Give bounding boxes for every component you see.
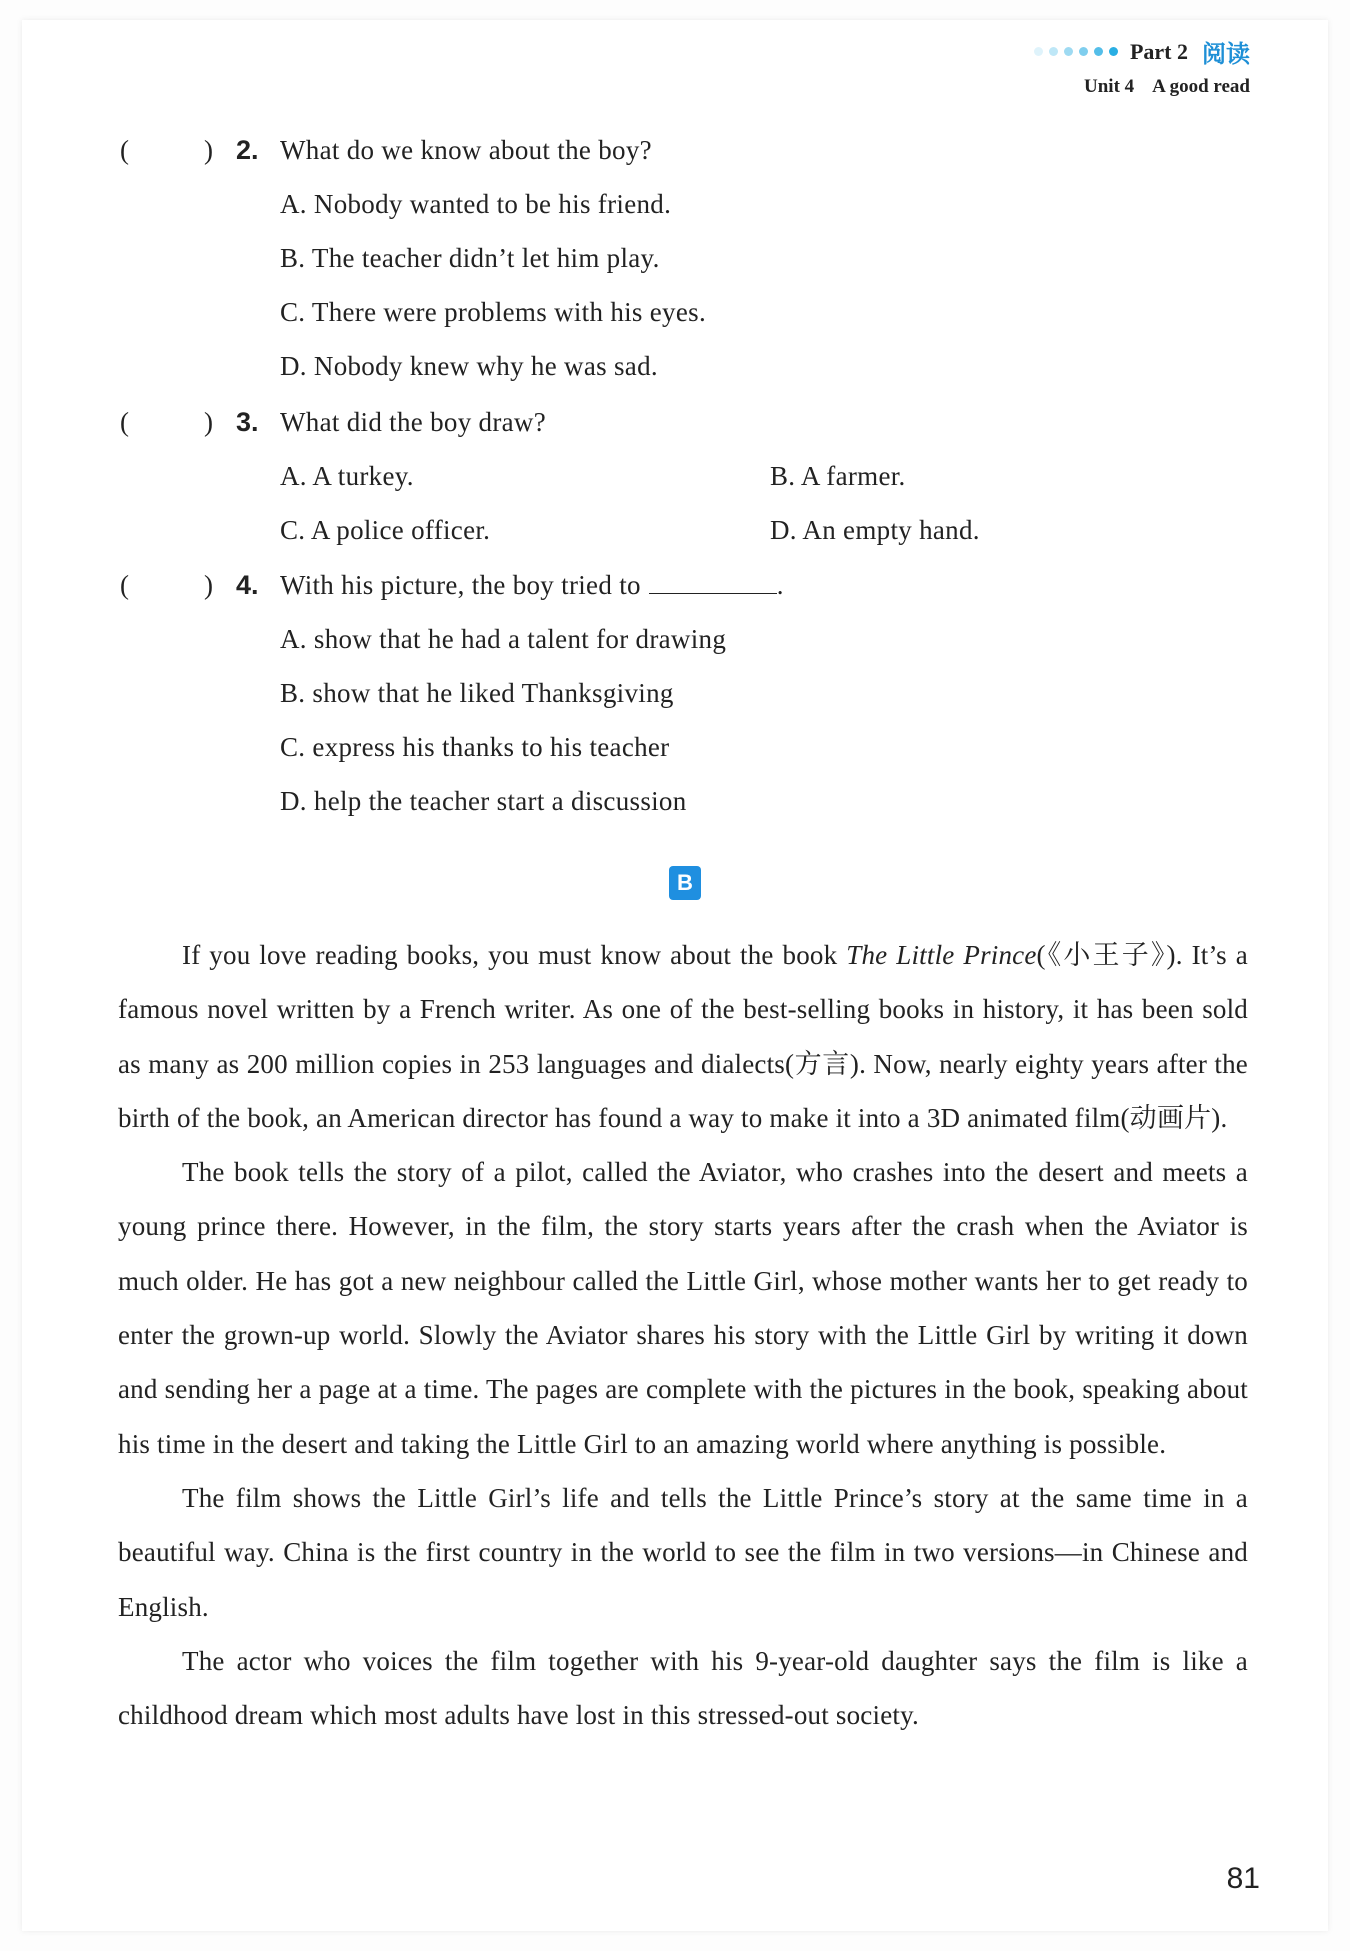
reading-passage	[118, 928, 1248, 1742]
page-number: 81	[1226, 1862, 1260, 1895]
answer-paren-close: )	[204, 135, 213, 165]
answer-blank	[649, 571, 777, 594]
paragraph-2: The book tells the story of a pilot, called the Aviator, who crashes into the desert and meets a young prince there. However, in the film, the story starts years after the crash when the Aviator is much older. He has got a new neighbour called the Little Girl, whose mother wants her to get ready to enter the grown-up world. Slowly the Aviator shares his story with the Little Girl by writing it down and sending her a page at a time. The pages are complete with the pictures in the book, speaking about his time in the desert and taking the Little Girl to an amazing world where anything is possible.	[118, 1157, 1248, 1459]
option-a: A. Nobody wanted to be his friend.	[280, 189, 672, 219]
option-d: D. help the teacher start a discussion	[280, 786, 687, 816]
unit-number: Unit 4	[1084, 76, 1135, 97]
section-label: 阅读	[1202, 40, 1250, 68]
answer-paren-open: (	[120, 570, 129, 600]
question-number: 2.	[236, 135, 259, 165]
question-text: With his picture, the boy tried to	[280, 570, 641, 600]
paragraph-1: If you love reading books, you must know about the book The Little Prince(《小王子》). It’s a famous novel written by a French writer. As one of the best-selling books in history, it has been sold as many as 200 million copies in 253 languages and dialects(方言). Now, nearly eighty years after the birth of the book, an American director has found a way to make it into a 3D animated film(动画片).	[118, 940, 1248, 1133]
decorative-dots-icon	[1034, 47, 1118, 56]
question-4	[0, 558, 1350, 828]
question-number: 3.	[236, 407, 259, 437]
option-d: D. An empty hand.	[770, 515, 980, 545]
option-d: D. Nobody knew why he was sad.	[280, 351, 658, 381]
book-title: The Little Prince	[846, 940, 1037, 970]
question-3	[0, 395, 1350, 557]
option-b: B. The teacher didn’t let him play.	[280, 243, 660, 273]
option-b: B. show that he liked Thanksgiving	[280, 678, 674, 708]
question-number: 4.	[236, 570, 259, 600]
option-c: C. A police officer.	[280, 515, 491, 545]
option-b: B. A farmer.	[770, 461, 906, 491]
answer-paren-close: )	[204, 570, 213, 600]
question-2	[0, 123, 1350, 393]
paragraph-4: The actor who voices the film together with his 9-year-old daughter says the film is like a childhood dream which most adults have lost in this stressed-out society.	[118, 1645, 1248, 1731]
question-end: .	[776, 570, 784, 600]
question-text-with-blank	[280, 558, 784, 612]
option-a: A. A turkey.	[280, 461, 414, 491]
section-b-marker: B	[669, 866, 701, 900]
option-c: C. There were problems with his eyes.	[280, 297, 707, 327]
answer-paren-close: )	[204, 407, 213, 437]
question-text: What did the boy draw?	[280, 407, 547, 437]
option-a: A. show that he had a talent for drawing	[280, 624, 727, 654]
header-part	[1034, 34, 1250, 69]
answer-paren-open: (	[120, 407, 129, 437]
unit-label	[1084, 76, 1250, 98]
unit-title: A good read	[1152, 76, 1250, 97]
answer-paren-open: (	[120, 135, 129, 165]
part-label: Part 2	[1129, 38, 1188, 64]
option-c: C. express his thanks to his teacher	[280, 732, 670, 762]
paragraph-3: The film shows the Little Girl’s life and tells the Little Prince’s story at the same time in a beautiful way. China is the first country in the world to see the film in two versions—in Chinese and English.	[118, 1482, 1248, 1622]
question-text: What do we know about the boy?	[280, 135, 652, 165]
